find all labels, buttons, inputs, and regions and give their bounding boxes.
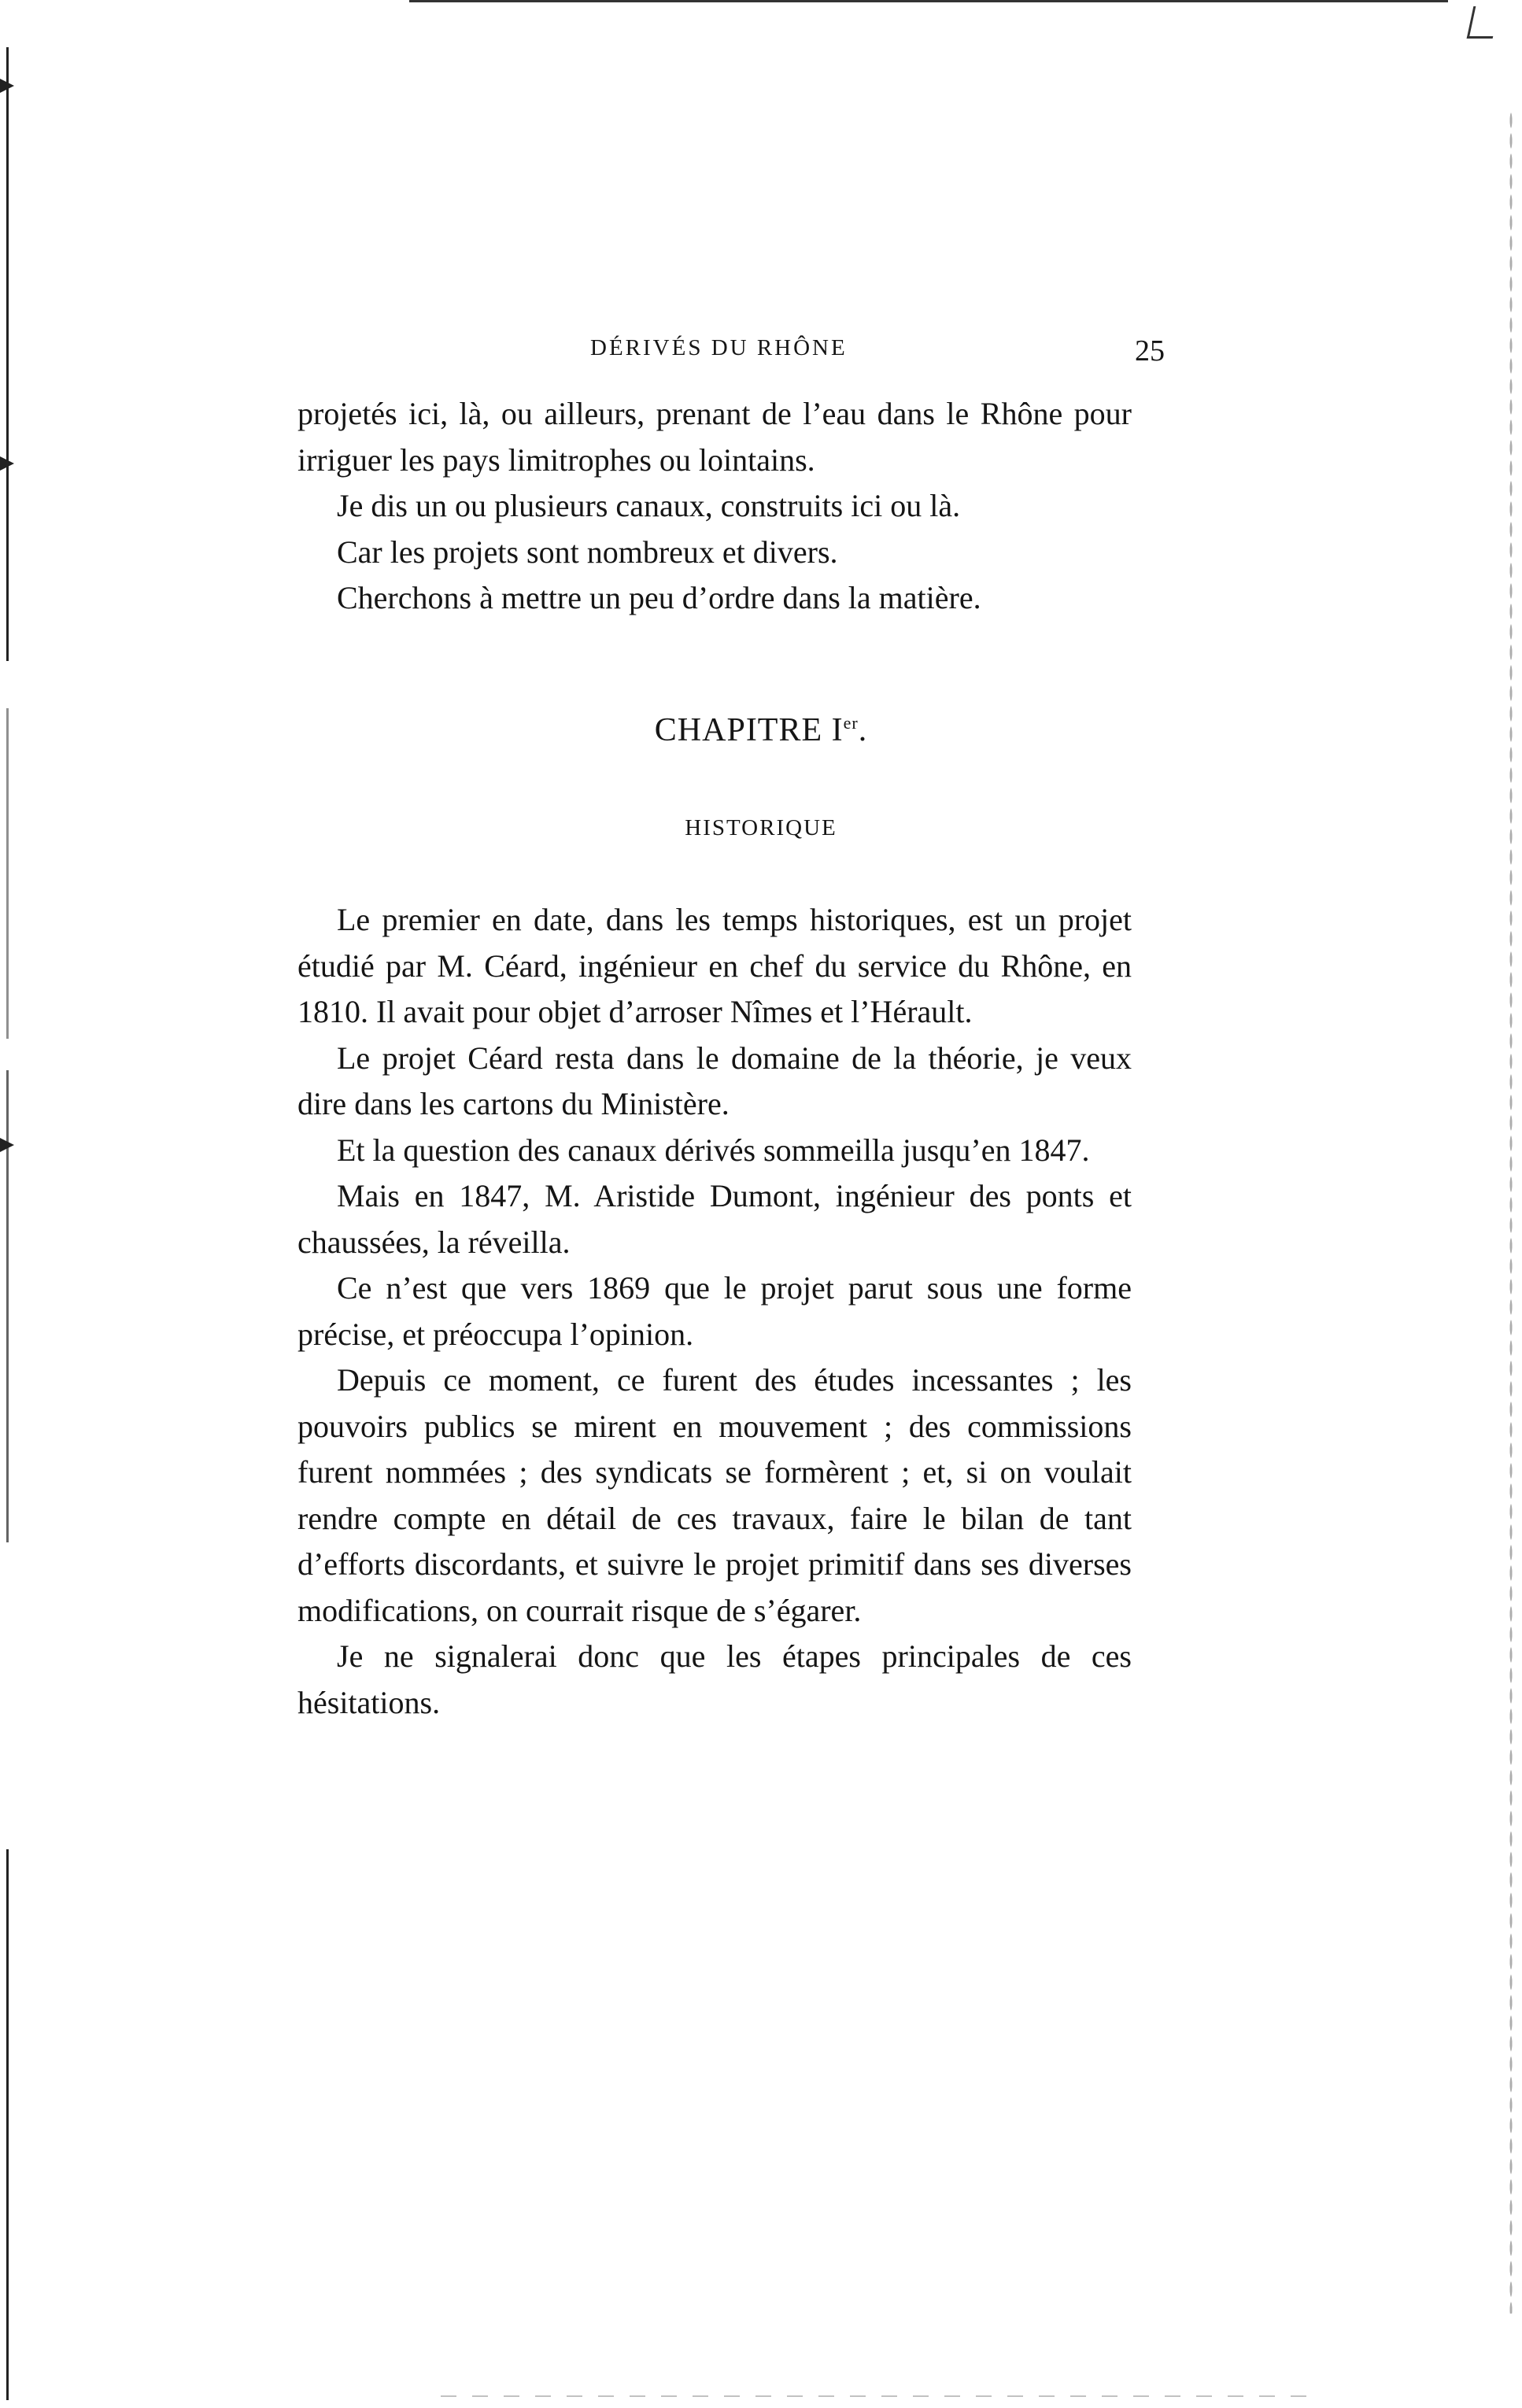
paragraph: Le projet Céard resta dans le domaine de la théorie, je veux dire dans les cartons du Ministère. bbox=[297, 1040, 1132, 1121]
scan-edge-arrow-mark bbox=[0, 1138, 14, 1152]
paragraph: Je ne signalerai donc que les étapes principales de ces hésitations. bbox=[297, 1638, 1132, 1720]
main-text bbox=[297, 897, 1132, 1726]
running-head-title: DÉRIVÉS DU RHÔNE bbox=[590, 335, 848, 360]
chapter-heading bbox=[0, 711, 1522, 749]
running-head bbox=[472, 334, 1165, 373]
paragraph: Cherchons à mettre un peu d’ordre dans la matière. bbox=[337, 580, 981, 615]
paragraph: Je dis un ou plusieurs canaux, construits ici ou là. bbox=[337, 488, 961, 523]
intro-text bbox=[297, 391, 1132, 622]
scan-left-edge-line bbox=[6, 708, 9, 1039]
page-number: 25 bbox=[1135, 334, 1165, 367]
scan-edge-arrow-mark bbox=[0, 79, 14, 93]
paragraph: Le premier en date, dans les temps historiques, est un projet étudié par M. Céard, ingénieur en chef du service du Rhône, en 1810. Il avait pour objet d’arroser Nîmes et l’Hérault. bbox=[297, 902, 1132, 1029]
paragraph: Mais en 1847, M. Aristide Dumont, ingénieur des ponts et chaussées, la réveilla. bbox=[297, 1178, 1132, 1260]
paragraph: Car les projets sont nombreux et divers. bbox=[337, 534, 838, 570]
paragraph: Ce n’est que vers 1869 que le projet parut sous une forme précise, et préoccupa l’opinion. bbox=[297, 1270, 1132, 1352]
chapter-ordinal-suffix: er bbox=[843, 713, 859, 733]
paragraph: Depuis ce moment, ce furent des études incessantes ; les pouvoirs publics se mirent en mouvement ; des commissions furent nommées ; des syndicats se formèrent ; et, si on voulait rendre compte en détail de ces travaux, faire le bilan de tant d’efforts discordants, et suivre le projet primitif dans ses diverses modifications, on courrait risque de s’égarer. bbox=[297, 1362, 1132, 1628]
scan-edge-arrow-mark bbox=[0, 456, 14, 471]
chapter-label: CHAPITRE I bbox=[654, 712, 844, 748]
section-title: HISTORIQUE bbox=[685, 815, 837, 840]
paragraph: projetés ici, là, ou ailleurs, prenant de l’eau dans le Rhône pour irriguer les pays limitrophes ou lointains. bbox=[297, 396, 1132, 478]
scan-corner-mark bbox=[1467, 6, 1500, 39]
scan-right-edge-dots bbox=[1509, 110, 1513, 2314]
chapter-period: . bbox=[858, 712, 868, 748]
scan-left-edge-line bbox=[6, 47, 9, 661]
paragraph: Et la question des canaux dérivés sommeilla jusqu’en 1847. bbox=[337, 1132, 1090, 1168]
scan-bottom-dashes bbox=[441, 2395, 1306, 2397]
scan-left-edge-line bbox=[6, 1849, 9, 2400]
scan-top-rule bbox=[409, 0, 1448, 2]
